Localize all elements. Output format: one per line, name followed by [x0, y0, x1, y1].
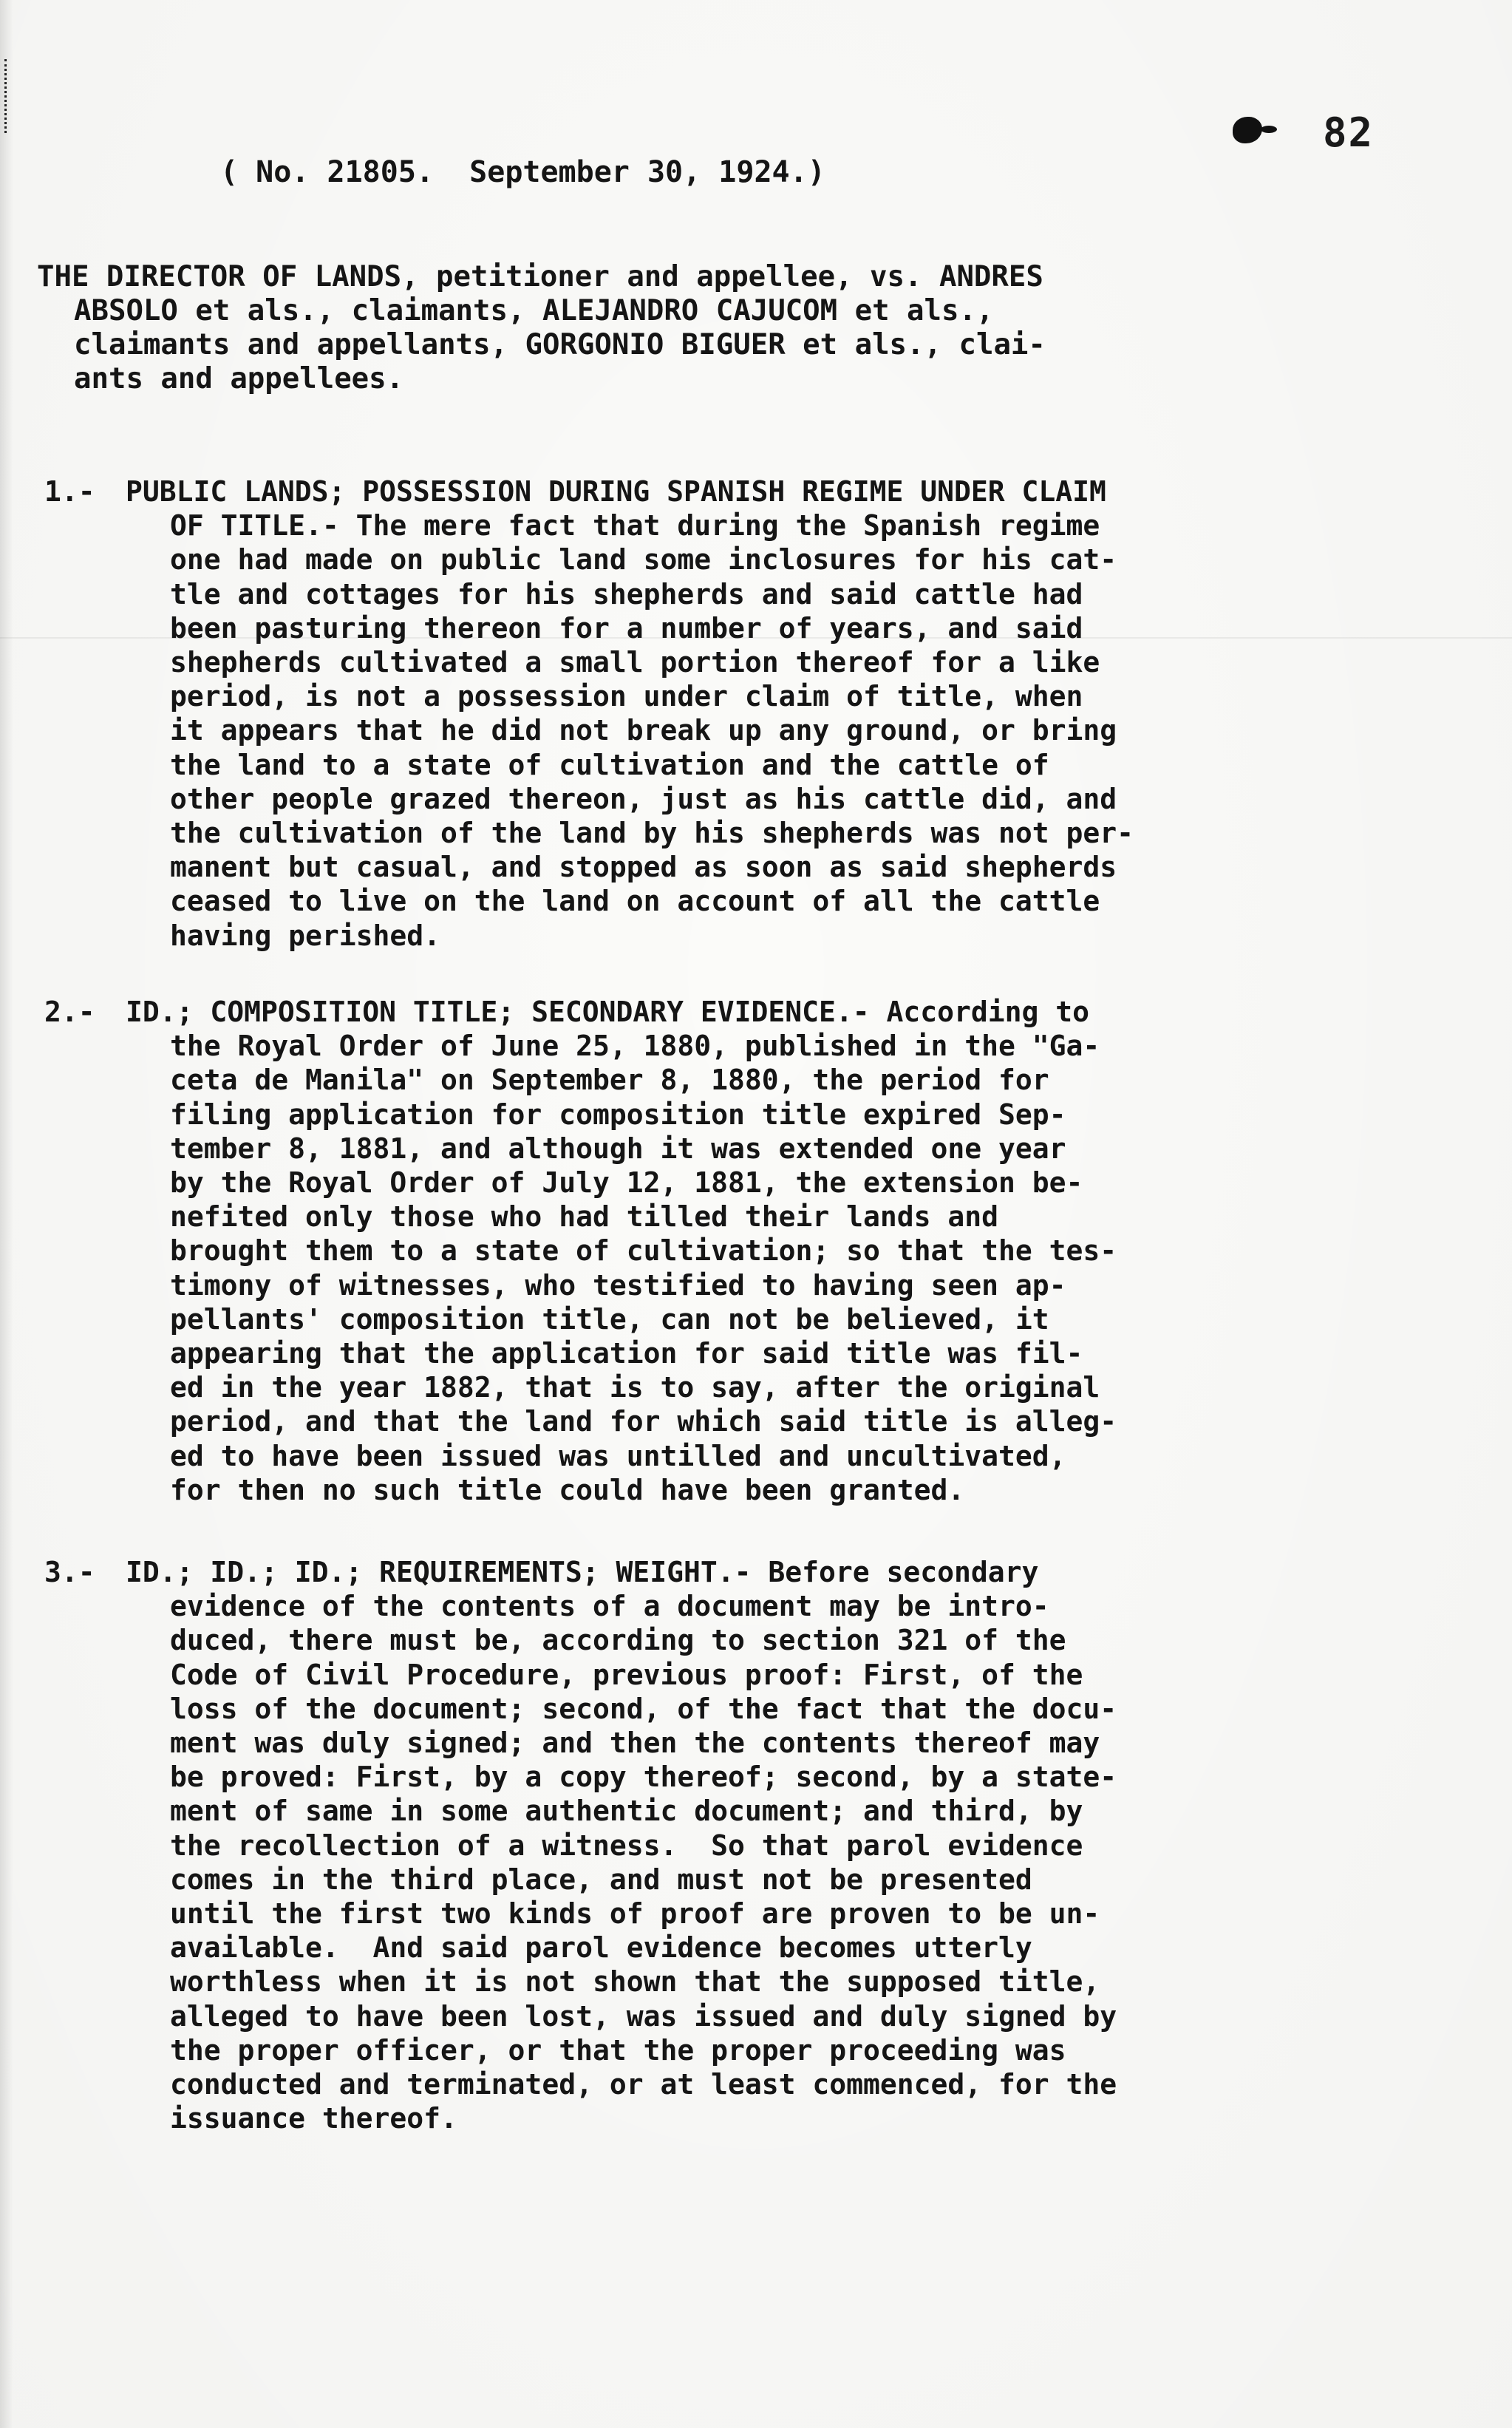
paragraph-line: ed in the year 1882, that is to say, after the original	[170, 1371, 1100, 1404]
paragraph-line: conducted and terminated, or at least commenced, for the	[170, 2068, 1117, 2101]
case-parties	[37, 260, 1308, 396]
paragraph-line: the Royal Order of June 25, 1880, published in the "Ga-	[170, 1030, 1100, 1063]
paragraph-line: appearing that the application for said title was fil-	[170, 1337, 1083, 1370]
paragraph-line: the land to a state of cultivation and the cattle of	[170, 748, 1049, 781]
paragraph-line: until the first two kinds of proof are proven to be un-	[170, 1897, 1100, 1931]
paragraph-line: ID.; ID.; ID.; REQUIREMENTS; WEIGHT.- Before secondary	[126, 1556, 1039, 1588]
paragraph-line: period, is not a possession under claim of title, when	[170, 680, 1083, 713]
paragraph-line: tle and cottages for his shepherds and said cattle had	[170, 577, 1083, 611]
paragraph-line: loss of the document; second, of the fact that the docu-	[170, 1692, 1117, 1725]
paragraph-number: 2.-	[44, 996, 95, 1028]
paragraph-line: OF TITLE.- The mere fact that during the Spanish regime	[170, 509, 1100, 543]
paragraph-line: evidence of the contents of a document may be intro-	[170, 1590, 1049, 1623]
case-heading: ( No. 21805. September 30, 1924.)	[220, 155, 825, 189]
parties-line: THE DIRECTOR OF LANDS, petitioner and appellee, vs. ANDRES	[37, 260, 1043, 293]
paragraph-line: pellants' composition title, can not be believed, it	[170, 1302, 1049, 1336]
paragraph-line: brought them to a state of cultivation; so that the tes-	[170, 1234, 1117, 1268]
paragraph-line: the recollection of a witness. So that parol evidence	[170, 1829, 1083, 1862]
paragraph-number: 1.-	[44, 475, 95, 508]
paragraph-line: been pasturing thereon for a number of years, and said	[170, 611, 1083, 645]
paragraph-line: the cultivation of the land by his shepherds was not per-	[170, 817, 1134, 850]
scan-edge-marks	[4, 59, 13, 133]
paragraph-line: worthless when it is not shown that the supposed title,	[170, 1965, 1100, 1999]
paragraph-line: be proved: First, by a copy thereof; second, by a state-	[170, 1761, 1117, 1794]
paragraph-line: ceased to live on the land on account of all the cattle	[170, 885, 1100, 918]
paragraph-line: ment was duly signed; and then the contents thereof may	[170, 1727, 1100, 1760]
paragraph-line: filing application for composition title expired Sep-	[170, 1098, 1066, 1131]
paragraph-line: tember 8, 1881, and although it was extended one year	[170, 1132, 1066, 1165]
paragraph-line: ID.; COMPOSITION TITLE; SECONDARY EVIDENCE.- According to	[126, 996, 1090, 1028]
paragraph-line: other people grazed thereon, just as his cattle did, and	[170, 782, 1117, 815]
parties-line: ABSOLO et als., claimants, ALEJANDRO CAJUCOM et als.,	[74, 294, 994, 327]
paragraph-number: 3.-	[44, 1556, 95, 1588]
scan-edge-shadow	[0, 0, 13, 2428]
parties-line: claimants and appellants, GORGONIO BIGUER et als., clai-	[74, 328, 1046, 361]
paragraph-line: nefited only those who had tilled their lands and	[170, 1200, 999, 1234]
paragraph-line: one had made on public land some inclosures for his cat-	[170, 543, 1117, 577]
paragraph-line: manent but casual, and stopped as soon as said shepherds	[170, 851, 1117, 884]
paragraph-line: ment of same in some authentic document; and third, by	[170, 1795, 1083, 1828]
paragraph-line: period, and that the land for which said title is alleg-	[170, 1405, 1117, 1438]
paragraph-line: available. And said parol evidence becomes utterly	[170, 1931, 1032, 1965]
paragraph-line: by the Royal Order of July 12, 1881, the extension be-	[170, 1166, 1083, 1200]
paragraph-line: the proper officer, or that the proper proceeding was	[170, 2033, 1066, 2067]
paragraph-line: ed to have been issued was untilled and uncultivated,	[170, 1439, 1066, 1472]
paragraph-text	[44, 1555, 1330, 2135]
paragraph-line: ceta de Manila" on September 8, 1880, the period for	[170, 1064, 1049, 1097]
paragraph-line: duced, there must be, according to section 321 of the	[170, 1624, 1066, 1657]
paragraph-line: shepherds cultivated a small portion thereof for a like	[170, 646, 1100, 679]
paragraph-line: it appears that he did not break up any ground, or bring	[170, 714, 1117, 747]
paragraph-line: PUBLIC LANDS; POSSESSION DURING SPANISH REGIME UNDER CLAIM	[126, 475, 1106, 508]
parties-line: ants and appellees.	[74, 362, 404, 395]
paragraph-text	[44, 995, 1330, 1507]
paragraph-line: timony of witnesses, who testified to having seen ap-	[170, 1268, 1066, 1302]
paragraph-line: alleged to have been lost, was issued and duly signed by	[170, 1999, 1117, 2033]
paragraph-line: comes in the third place, and must not be presented	[170, 1863, 1032, 1896]
paragraph-line: for then no such title could have been granted.	[170, 1473, 965, 1506]
paragraph-line: having perished.	[170, 919, 441, 952]
paragraph-text	[44, 475, 1330, 953]
paragraph-line: issuance thereof.	[170, 2102, 457, 2135]
page-number: 82	[1323, 109, 1375, 156]
ink-blot-mark	[1233, 117, 1262, 143]
paragraph-line: Code of Civil Procedure, previous proof: First, of the	[170, 1658, 1083, 1691]
